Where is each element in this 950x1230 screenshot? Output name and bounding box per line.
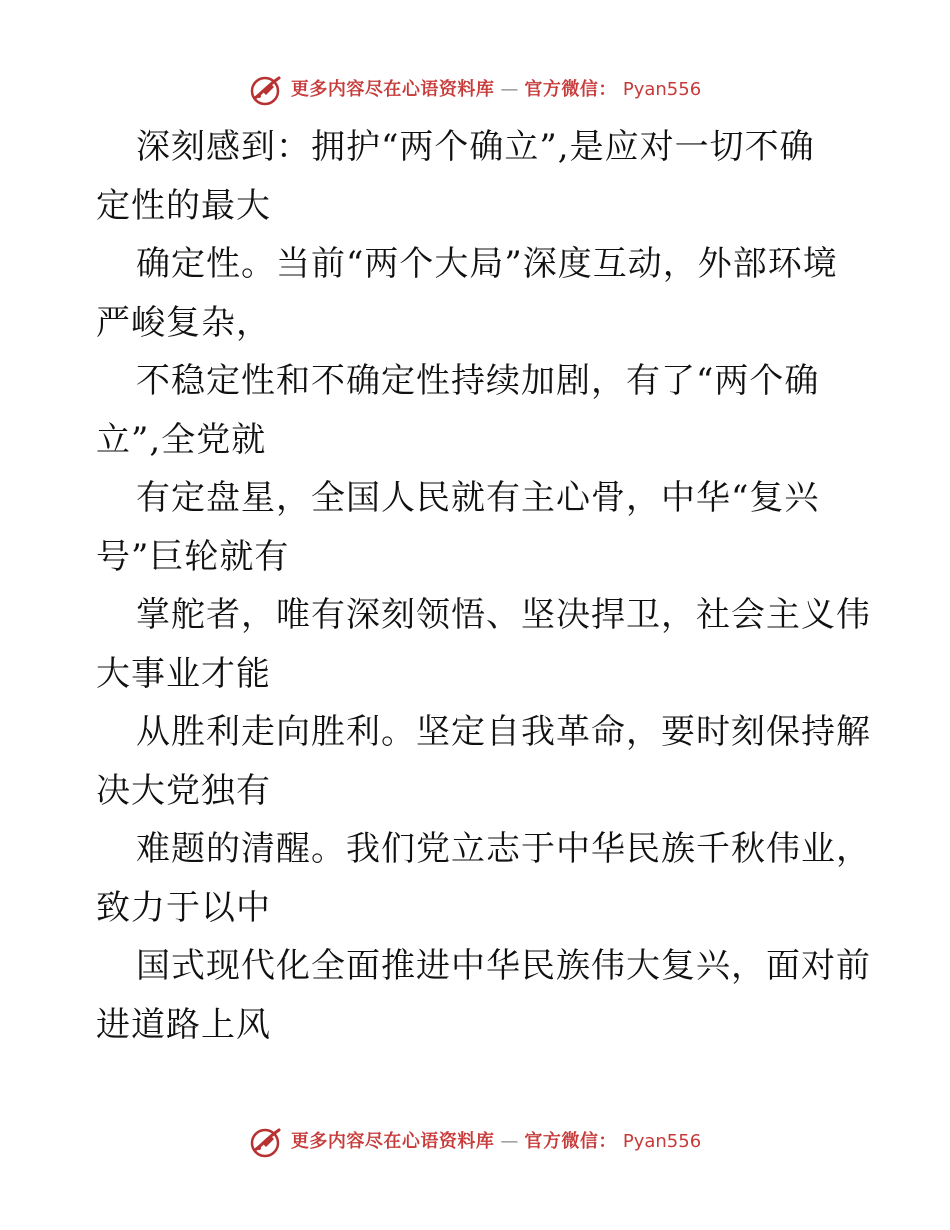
text-line: 决大党独有 <box>96 770 271 811</box>
text-line: 确定性。当前“两个大局”深度互动，外部环境 <box>136 244 838 284</box>
text-line: 立”,全党就 <box>96 419 267 460</box>
text-line: 从胜利走向胜利。坚定自我革命，要时刻保持解 <box>136 712 871 752</box>
text-line: 国式现代化全面推进中华民族伟大复兴，面对前 <box>136 946 871 986</box>
text-line: 号”巨轮就有 <box>96 536 290 577</box>
watermark-text: 更多内容尽在心语资料库 <box>290 1131 495 1152</box>
text-line: 难题的清醒。我们党立志于中华民族千秋伟业， <box>136 829 871 869</box>
ink-pen-logo-icon <box>249 74 285 106</box>
text-line: 大事业才能 <box>96 653 271 694</box>
text-line: 致力于以中 <box>96 887 271 928</box>
watermark-label: 官方微信： <box>524 79 617 100</box>
text-line: 严峻复杂， <box>96 302 271 343</box>
text-line: 进道路上风 <box>96 1004 271 1045</box>
text-line: 掌舵者，唯有深刻领悟、坚决捍卫，社会主义伟 <box>136 595 871 635</box>
watermark-wechat-id: Pyan556 <box>622 1131 702 1152</box>
watermark-separator: — <box>500 1131 519 1152</box>
footer-watermark <box>0 1126 950 1158</box>
watermark-label: 官方微信： <box>524 1131 617 1152</box>
text-line: 有定盘星，全国人民就有主心骨，中华“复兴 <box>136 478 820 518</box>
watermark-separator: — <box>500 79 519 100</box>
watermark-wechat-id: Pyan556 <box>622 79 702 100</box>
text-line: 不稳定性和不确定性持续加剧，有了“两个确 <box>136 361 820 401</box>
text-line: 深刻感到：拥护“两个确立”,是应对一切不确 <box>136 127 815 167</box>
text-line: 定性的最大 <box>96 185 271 226</box>
header-watermark <box>0 74 950 106</box>
ink-pen-logo-icon <box>249 1126 285 1158</box>
document-body <box>96 118 876 1054</box>
watermark-text: 更多内容尽在心语资料库 <box>290 79 495 100</box>
